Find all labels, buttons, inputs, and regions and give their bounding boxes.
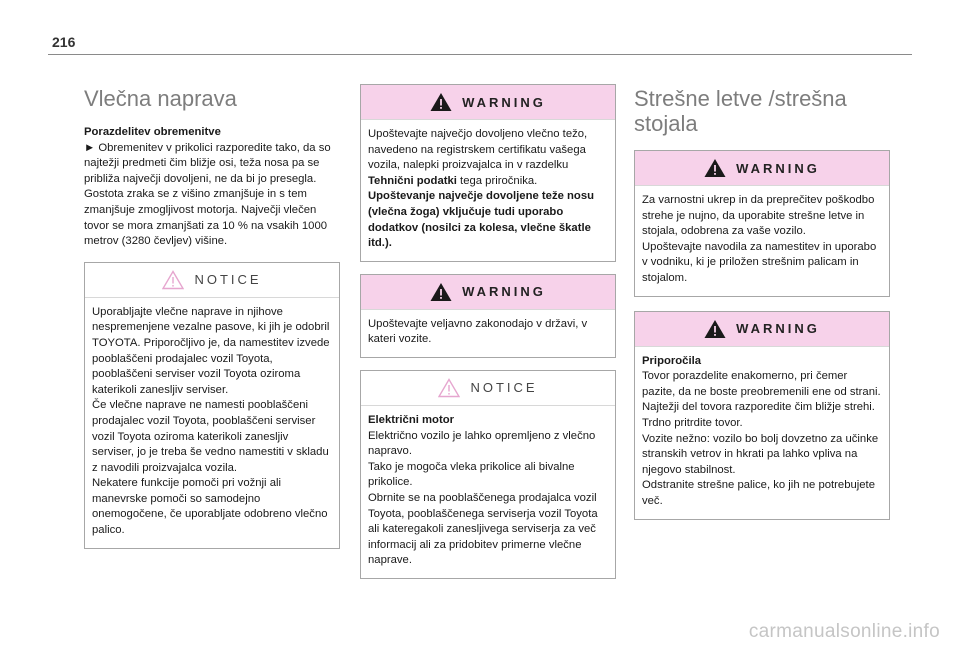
- warning-text: [368, 127, 608, 189]
- warning-header: [635, 151, 889, 185]
- watermark: carmanualsonline.info: [748, 621, 940, 642]
- warning-text: Za varnostni ukrep in da preprečitev poškodbo strehe je nujno, da uporabite strešne letve in stojala, odobrena za vaše vozilo.: [642, 194, 875, 238]
- notice-box-towing: [84, 262, 340, 549]
- page-number: 216: [52, 34, 76, 50]
- header-divider: [48, 54, 912, 55]
- warning-header: [361, 275, 615, 309]
- warning-label: WARNING: [462, 94, 546, 110]
- notice-text: Nekatere funkcije pomoči pri vožnji ali manevrske pomoči so samodejno onemogočene, če uporabljate odobreno vlečno palico.: [92, 477, 328, 537]
- warning-body: [635, 185, 889, 296]
- warning-box-recommendations: [634, 311, 890, 520]
- warning-label: WARNING: [462, 284, 546, 300]
- warning-bold-text: Upoštevanje največje dovoljene teže nosu (vlečna žoga) vključuje tudi uporabo dodatkov (nosilci za kolesa, vlečne škatle itd.).: [368, 190, 595, 250]
- notice-body: [361, 405, 615, 578]
- warning-triangle-icon: [704, 158, 726, 178]
- notice-text: Obrnite se na pooblaščenega prodajalca vozil Toyota, pooblaščenega serviserja vozil Toyota ali kateregakoli zanesljivega serviserja za več informacij ali za pridobitev primerne vlečne naprave.: [368, 491, 598, 567]
- column-towing: [84, 80, 340, 549]
- load-distribution-text: ► Obremenitev v prikolici razporedite tako, da so najtežji predmeti čim bližje osi, teža nosa pa se približa največji dovoljeni, ne da bi jo presegla.: [84, 141, 331, 185]
- notice-text: Tako je mogoča vleka prikolice ali bivalne prikolice.: [368, 460, 575, 489]
- warning-text-part: Upoštevajte največjo dovoljeno vlečno težo, navedeno na registrskem certifikatu vašega vozila, nalepki proizvajalca in v razdelku: [368, 128, 588, 172]
- warning-triangle-icon: [704, 319, 726, 339]
- warning-label: WARNING: [736, 321, 820, 337]
- notice-label: NOTICE: [194, 272, 262, 288]
- warning-body: [635, 346, 889, 519]
- warning-text-part: tega priročnika.: [456, 174, 538, 187]
- recommendations-heading: Priporočila: [642, 354, 702, 367]
- notice-text: Uporabljajte vlečne naprave in njihove nespremenjene vezalne pasove, ki jih je odobril TOYOTA. Priporočljivo je, da namestitev izvede pooblaščeni prodajalec vozil Toyota, pooblaščeni serviser vozil Toyota oziroma katerikoli zanesljiv serviser.: [92, 305, 330, 396]
- warning-text: Trdno pritrdite tovor.: [642, 416, 743, 429]
- warning-text: Tovor porazdelite enakomerno, pri čemer pazite, da ne boste preobremenili ene od strani.: [642, 370, 881, 398]
- warning-body: [361, 119, 615, 261]
- warning-box-legislation: [360, 274, 616, 358]
- reference-technical-data: Tehnični podatki: [368, 174, 457, 187]
- warning-body: [361, 309, 615, 357]
- warning-triangle-icon: [430, 92, 452, 112]
- warning-text: Vozite nežno: vozilo bo bolj dovzetno za učinke stranskih vetrov in hkrati pa lahko vpliva na njegovo stabilnost.: [642, 432, 879, 476]
- warning-box-towing-weight: [360, 84, 616, 262]
- notice-header: [85, 263, 339, 297]
- notice-text: Električno vozilo je lahko opremljeno z vlečno napravo.: [368, 429, 596, 458]
- notice-text: Če vlečne naprave ne namesti pooblaščeni prodajalec vozil Toyota, pooblaščeni serviser vozil Toyota oziroma katerikoli zanesljiv serviser, jo je treba še vedno namestiti v skladu z navodili proizvajalca vozila.: [92, 399, 329, 474]
- notice-triangle-icon: [162, 270, 184, 290]
- load-distribution-heading: Porazdelitev obremenitve: [84, 126, 221, 138]
- warning-box-roof-bars: [634, 150, 890, 297]
- air-density-text: Gostota zraka se z višino zmanjšuje in s tem zmanjšuje zmogljivost motorja. Največji vlečen tovor se mora zmanjšati za 10 % na vsakih 1000 metrov (3280 čevljev) višine.: [84, 188, 328, 248]
- warning-triangle-icon: [430, 282, 452, 302]
- section-title-towing: Vlečna naprava: [84, 86, 237, 111]
- warning-label: WARNING: [736, 160, 820, 176]
- column-warnings: [360, 80, 616, 579]
- warning-header: [635, 312, 889, 346]
- notice-triangle-icon: [438, 378, 460, 398]
- notice-label: NOTICE: [470, 380, 538, 396]
- notice-body: [85, 297, 339, 548]
- notice-heading: Električni motor: [368, 413, 455, 426]
- warning-text: Odstranite strešne palice, ko jih ne potrebujete več.: [642, 479, 875, 507]
- section-title-roof-bars: Strešne letve /strešna stojala: [634, 86, 847, 136]
- notice-header: [361, 371, 615, 405]
- warning-text: Najtežji del tovora razporedite čim bližje strehi.: [642, 401, 875, 414]
- warning-text: Upoštevajte veljavno zakonodajo v državi, v kateri vozite.: [368, 317, 588, 346]
- warning-header: [361, 85, 615, 119]
- warning-text: Upoštevajte navodila za namestitev in uporabo v vodniku, ki je priložen strešnim palicam in stojalom.: [642, 240, 877, 284]
- column-roof-bars: [634, 80, 890, 520]
- notice-box-electric: [360, 370, 616, 579]
